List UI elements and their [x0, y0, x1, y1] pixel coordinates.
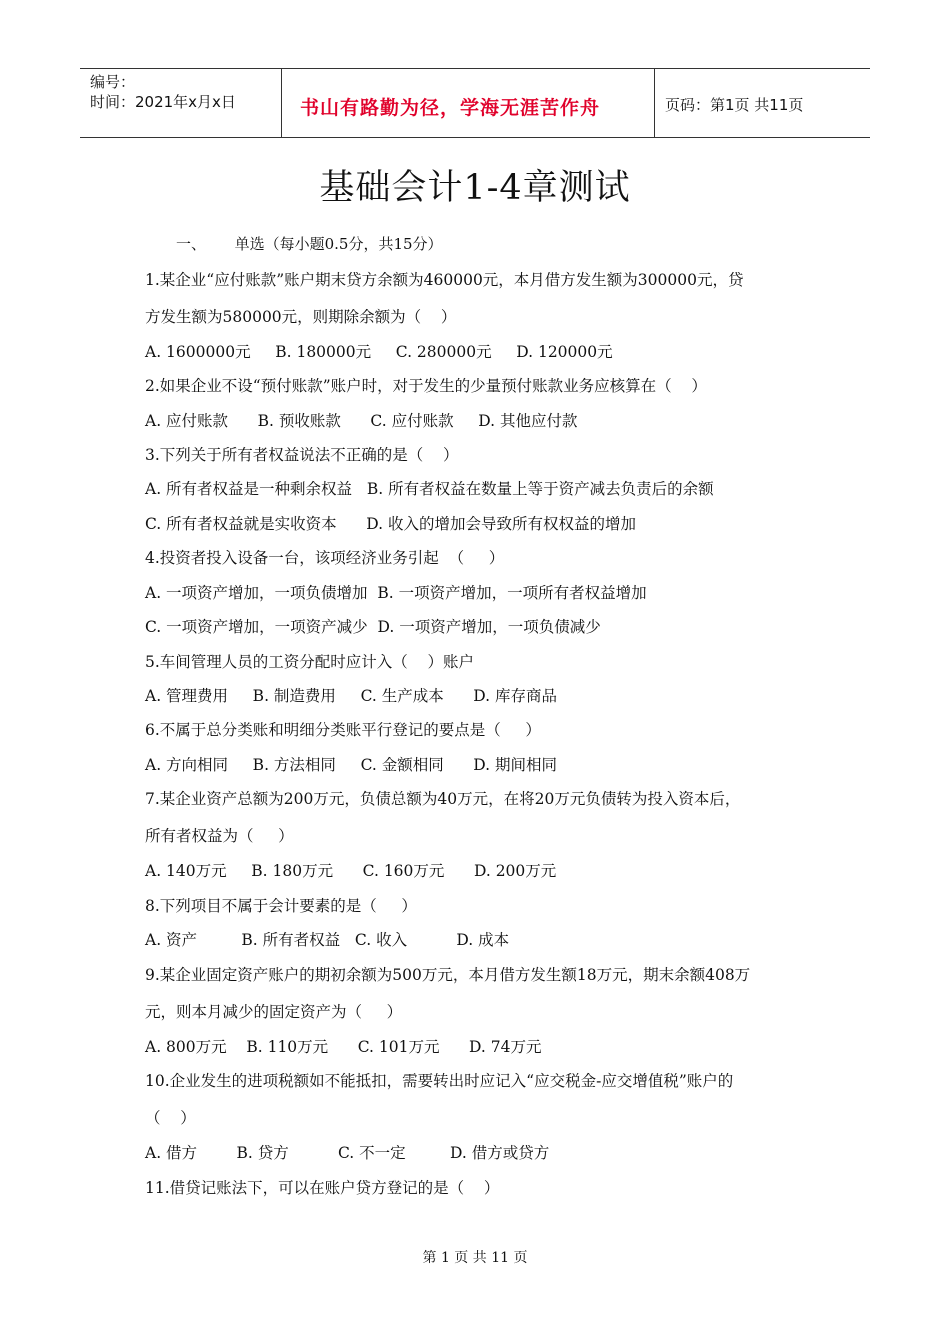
- question-line: 5.车间管理人员的工资分配时应计入（ ）账户: [145, 653, 474, 671]
- question-line: 10.企业发生的进项税额如不能抵扣，需要转出时应记入“应交税金-应交增值税”账户的: [145, 1072, 734, 1090]
- question-line: 方发生额为580000元，则期除余额为（ ）: [145, 308, 457, 326]
- number-label: 编号：: [90, 73, 136, 91]
- question-line: 9.某企业固定资产账户的期初余额为500万元，本月借方发生额18万元，期末余额408万: [145, 966, 751, 984]
- options-line: A. 一项资产增加，一项负债增加 B. 一项资产增加，一项所有者权益增加: [145, 584, 647, 602]
- options-line: C. 所有者权益就是实收资本 D. 收入的增加会导致所有权权益的增加: [145, 515, 636, 533]
- question-line: 4.投资者投入设备一台，该项经济业务引起 （ ）: [145, 549, 505, 567]
- options-line: A. 管理费用 B. 制造费用 C. 生产成本 D. 库存商品: [145, 687, 558, 705]
- question-line: 3.下列关于所有者权益说法不正确的是（ ）: [145, 446, 459, 464]
- question-line: （ ）: [145, 1109, 196, 1127]
- options-line: A. 方向相同 B. 方法相同 C. 金额相同 D. 期间相同: [145, 756, 558, 774]
- question-line: 11.借贷记账法下，可以在账户贷方登记的是（ ）: [145, 1179, 500, 1197]
- options-line: A. 1600000元 B. 180000元 C. 280000元 D. 120000元: [145, 343, 613, 361]
- motto-text: 书山有路勤为径，学海无涯苦作舟: [300, 97, 601, 119]
- document-title: 基础会计1-4章测试: [319, 168, 631, 208]
- question-line: 2.如果企业不设“预付账款”账户时，对于发生的少量预付账款业务应核算在（ ）: [145, 377, 707, 395]
- options-line: C. 一项资产增加，一项资产减少 D. 一项资产增加，一项负债减少: [145, 618, 601, 636]
- page-footer: 第 1 页 共 11 页: [422, 1250, 528, 1266]
- question-line: 元，则本月减少的固定资产为（ ）: [145, 1003, 403, 1021]
- options-line: A. 应付账款 B. 预收账款 C. 应付账款 D. 其他应付款: [145, 412, 578, 430]
- question-line: 所有者权益为（ ）: [145, 827, 294, 845]
- options-line: A. 800万元 B. 110万元 C. 101万元 D. 74万元: [145, 1038, 542, 1056]
- time-label: 时间：2021年x月x日: [90, 93, 236, 111]
- header-left-cell: [80, 69, 280, 137]
- question-line: 1.某企业“应付账款”账户期末贷方余额为460000元，本月借方发生额为300000元，贷: [145, 271, 744, 289]
- options-line: A. 资产 B. 所有者权益 C. 收入 D. 成本: [145, 931, 510, 949]
- question-line: 7.某企业资产总额为200万元，负债总额为40万元，在将20万元负债转为投入资本后，: [145, 790, 741, 808]
- options-line: A. 140万元 B. 180万元 C. 160万元 D. 200万元: [145, 862, 557, 880]
- options-line: A. 借方 B. 贷方 C. 不一定 D. 借方或贷方: [145, 1144, 550, 1162]
- page-header: [80, 68, 870, 138]
- question-line: 8.下列项目不属于会计要素的是（ ）: [145, 897, 417, 915]
- header-motto-cell: [281, 69, 655, 137]
- options-line: A. 所有者权益是一种剩余权益 B. 所有者权益在数量上等于资产减去负责后的余额: [145, 480, 714, 498]
- question-line: 6.不属于总分类账和明细分类账平行登记的要点是（ ）: [145, 721, 541, 739]
- page-code: 页码：第1页 共11页: [665, 96, 804, 114]
- section-heading: 一、 单选（每小题0.5分，共15分）: [176, 235, 443, 253]
